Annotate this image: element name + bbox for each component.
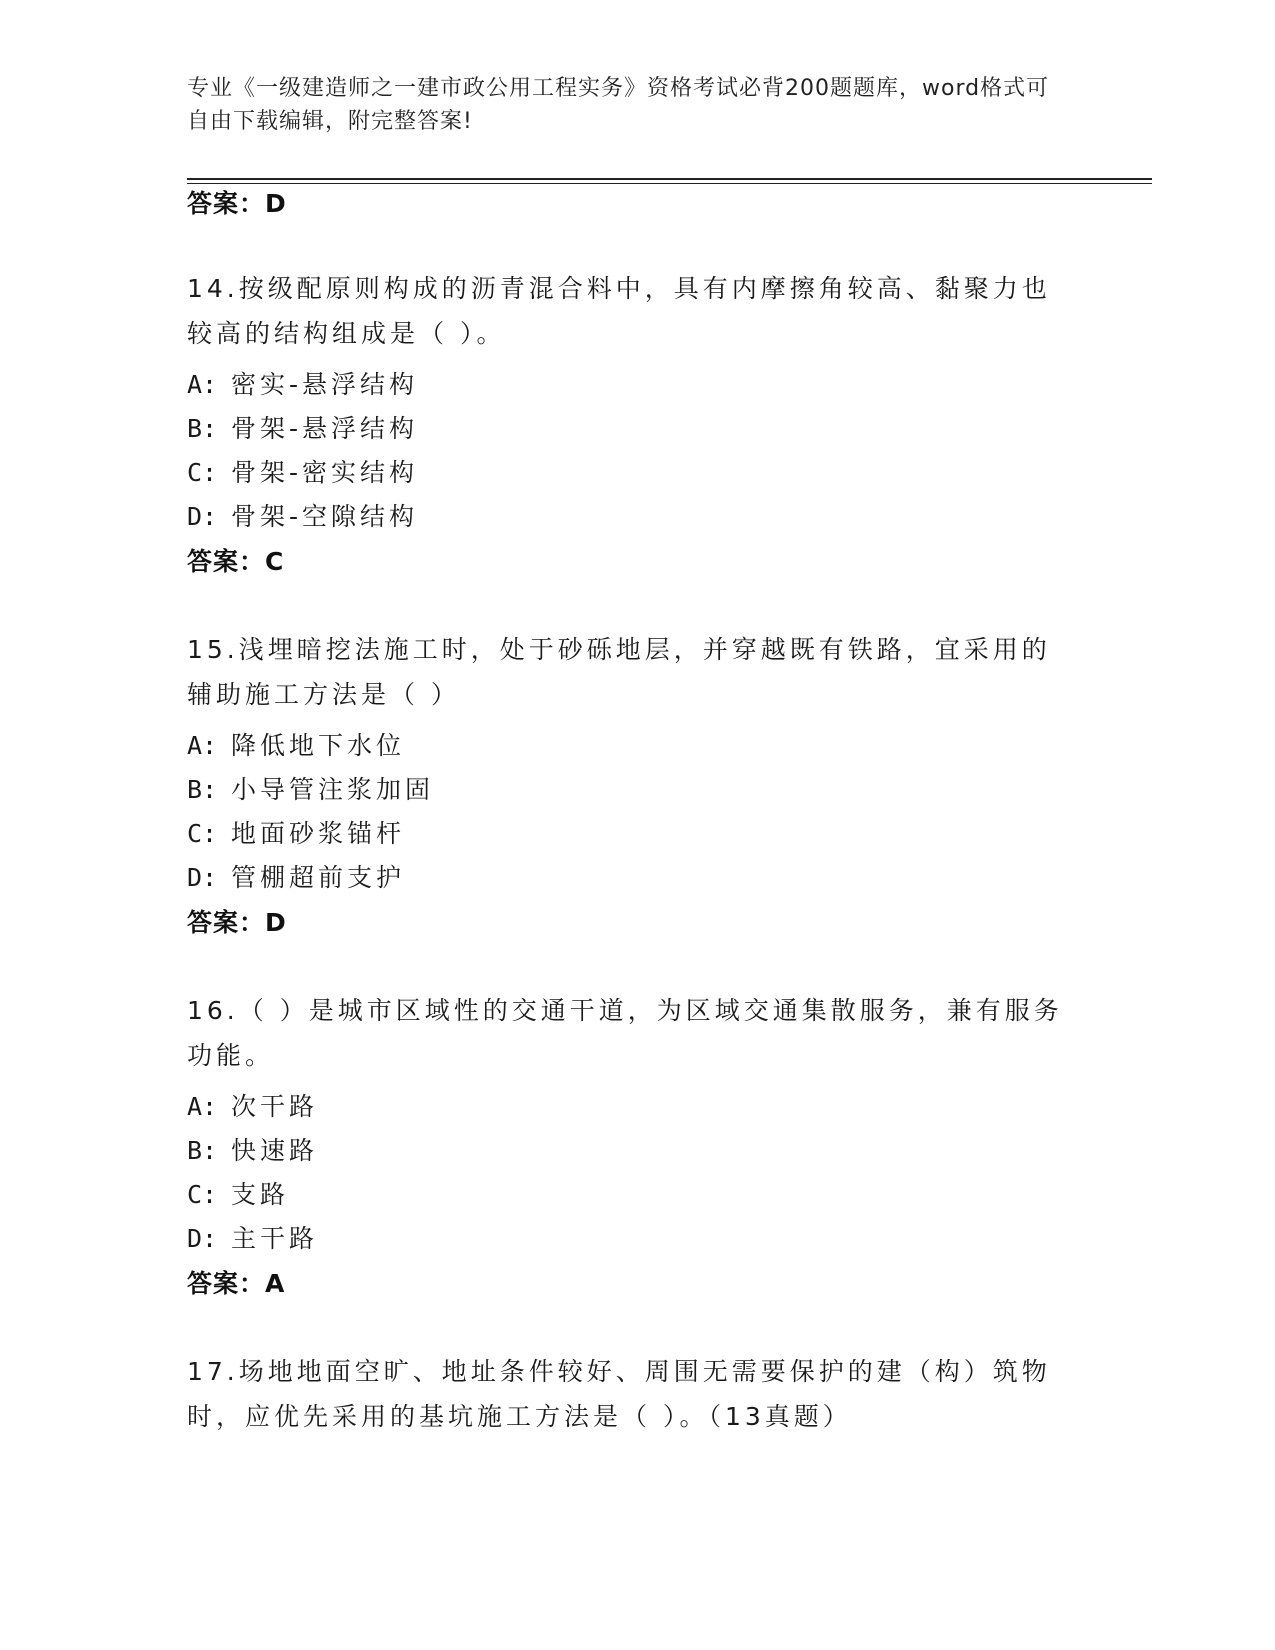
option-letter: A: — [187, 370, 218, 399]
question-15-answer: 答案：D — [187, 908, 287, 937]
option-letter: A: — [187, 1092, 218, 1121]
question-14-answer: 答案：C — [187, 547, 285, 576]
option-text: 快速路 — [231, 1136, 319, 1165]
question-15-option-b — [187, 774, 434, 806]
question-16-option-d — [187, 1223, 318, 1255]
option-letter: B: — [187, 414, 218, 443]
option-letter: B: — [187, 1136, 218, 1165]
option-text: 支路 — [231, 1180, 290, 1209]
question-15-option-c — [187, 818, 405, 850]
header-divider — [187, 178, 1152, 180]
option-text: 骨架-密实结构 — [231, 458, 419, 487]
question-14-option-d — [187, 501, 418, 533]
option-text: 次干路 — [231, 1092, 319, 1121]
question-16-stem: 16.（ ）是城市区域性的交通干道，为区域交通集散服务，兼有服务功能。 — [187, 996, 1063, 1070]
option-letter: D: — [187, 863, 218, 892]
question-14-option-c — [187, 457, 418, 489]
option-letter: C: — [187, 458, 218, 487]
page-header: 专业《一级建造师之一建市政公用工程实务》资格考试必背200题题库，word格式可自由下载编辑，附完整答案! — [187, 76, 1050, 134]
option-letter: B: — [187, 775, 218, 804]
question-16-option-c — [187, 1179, 289, 1211]
option-text: 主干路 — [231, 1224, 319, 1253]
answer-previous: 答案：D — [187, 189, 287, 218]
option-text: 密实-悬浮结构 — [231, 370, 419, 399]
option-text: 小导管注浆加固 — [231, 775, 435, 804]
question-16-option-a — [187, 1091, 318, 1123]
question-14-stem: 14.按级配原则构成的沥青混合料中，具有内摩擦角较高、黏聚力也较高的结构组成是（ ）。 — [187, 274, 1051, 348]
option-letter: D: — [187, 1224, 218, 1253]
option-letter: D: — [187, 502, 218, 531]
question-15-option-a — [187, 730, 405, 762]
question-16-option-b — [187, 1135, 318, 1167]
option-text: 骨架-空隙结构 — [231, 502, 419, 531]
option-letter: C: — [187, 1180, 218, 1209]
option-letter: A: — [187, 731, 218, 760]
question-15-stem: 15.浅埋暗挖法施工时，处于砂砾地层，并穿越既有铁路，宜采用的辅助施工方法是（ ） — [187, 635, 1051, 709]
question-14-option-b — [187, 413, 418, 445]
question-17-stem: 17.场地地面空旷、地址条件较好、周围无需要保护的建（构）筑物时，应优先采用的基坑施工方法是（ ）。（13真题） — [187, 1357, 1051, 1431]
option-text: 降低地下水位 — [231, 731, 406, 760]
question-15-option-d — [187, 862, 405, 894]
header-divider-thin — [187, 183, 1152, 184]
option-text: 管棚超前支护 — [231, 863, 406, 892]
option-text: 骨架-悬浮结构 — [231, 414, 419, 443]
option-letter: C: — [187, 819, 218, 848]
question-16-answer: 答案：A — [187, 1269, 286, 1298]
option-text: 地面砂浆锚杆 — [231, 819, 406, 848]
question-14-option-a — [187, 369, 418, 401]
